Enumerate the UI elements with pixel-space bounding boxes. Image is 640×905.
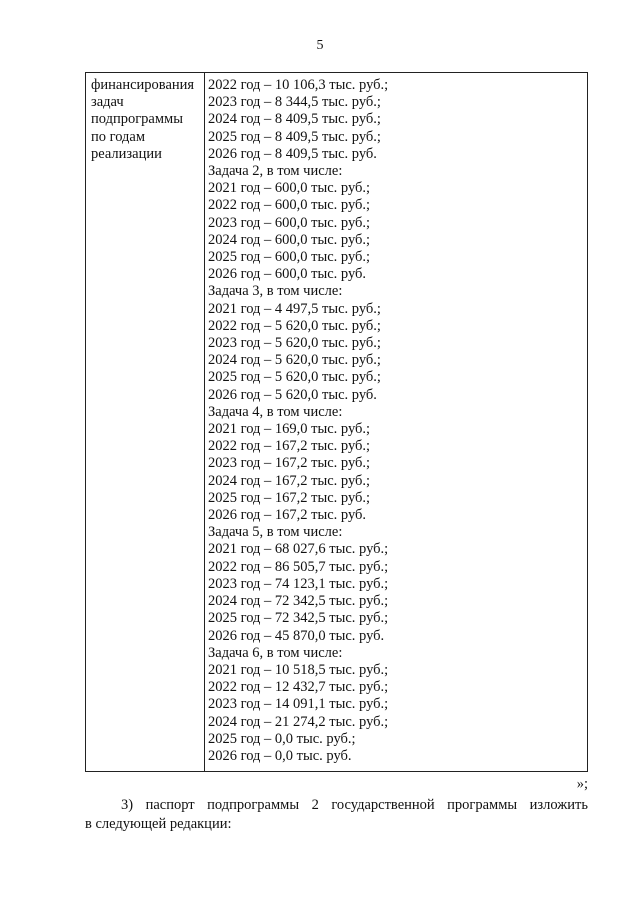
value-line: 2023 год – 14 091,1 тыс. руб.; — [208, 696, 389, 713]
value-line: 2023 год – 5 620,0 тыс. руб.; — [208, 335, 381, 352]
value-line: 2024 год – 600,0 тыс. руб.; — [208, 231, 371, 248]
value-line: 2026 год – 45 870,0 тыс. руб. — [208, 627, 385, 644]
paragraph-line-2: в следующей редакции: — [85, 816, 232, 832]
value-line: 2024 год – 21 274,2 тыс. руб.; — [208, 713, 389, 730]
financing-values-cell — [208, 77, 584, 765]
value-line: 2022 год – 167,2 тыс. руб.; — [208, 438, 371, 455]
value-line: 2023 год – 8 344,5 тыс. руб.; — [208, 94, 381, 111]
page-number: 5 — [316, 38, 324, 53]
value-line: 2022 год – 5 620,0 тыс. руб.; — [208, 317, 381, 334]
value-line: 2022 год – 10 106,3 тыс. руб.; — [208, 77, 389, 93]
value-line: 2025 год – 5 620,0 тыс. руб.; — [208, 369, 381, 386]
value-line: 2021 год – 68 027,6 тыс. руб.; — [208, 541, 389, 558]
value-line: 2026 год – 0,0 тыс. руб. — [208, 747, 352, 764]
value-line: 2025 год – 167,2 тыс. руб.; — [208, 489, 371, 506]
value-line: 2024 год – 8 409,5 тыс. руб.; — [208, 111, 381, 128]
value-line: 2025 год – 72 342,5 тыс. руб.; — [208, 610, 389, 627]
value-line: 2024 год – 167,2 тыс. руб.; — [208, 472, 371, 489]
value-line: 2026 год – 167,2 тыс. руб. — [208, 507, 367, 524]
label-line: подпрограммы — [91, 111, 183, 128]
value-line: Задача 2, в том числе: — [208, 163, 343, 180]
value-line: 2023 год – 74 123,1 тыс. руб.; — [208, 575, 389, 592]
value-line: 2026 год – 5 620,0 тыс. руб. — [208, 386, 377, 403]
paragraph-line-1: 3) паспорт подпрограммы 2 государственной программы изложить — [121, 797, 588, 813]
subprogram-financing-table — [85, 72, 588, 772]
value-line: 2021 год – 600,0 тыс. руб.; — [208, 180, 371, 197]
label-line: задач — [91, 94, 124, 111]
value-line: Задача 4, в том числе: — [208, 403, 343, 420]
label-line: по годам — [91, 128, 146, 145]
value-line: Задача 5, в том числе: — [208, 524, 343, 541]
value-line: 2021 год – 169,0 тыс. руб.; — [208, 421, 371, 438]
value-line: 2022 год – 86 505,7 тыс. руб.; — [208, 558, 389, 575]
value-line: 2026 год – 8 409,5 тыс. руб. — [208, 145, 377, 162]
value-line: 2022 год – 12 432,7 тыс. руб.; — [208, 679, 389, 696]
value-line: 2026 год – 600,0 тыс. руб. — [208, 266, 367, 283]
value-line: 2024 год – 72 342,5 тыс. руб.; — [208, 593, 389, 610]
value-line: 2023 год – 600,0 тыс. руб.; — [208, 214, 371, 231]
row-label-cell — [91, 77, 201, 163]
value-line: Задача 6, в том числе: — [208, 644, 343, 661]
amendment-paragraph — [85, 796, 588, 834]
value-line: 2025 год – 0,0 тыс. руб.; — [208, 730, 356, 747]
value-line: 2022 год – 600,0 тыс. руб.; — [208, 197, 371, 214]
value-line: 2024 год – 5 620,0 тыс. руб.; — [208, 352, 381, 369]
label-line: реализации — [91, 145, 162, 162]
value-line: 2023 год – 167,2 тыс. руб.; — [208, 455, 371, 472]
label-line: финансирования — [91, 77, 195, 93]
value-line: 2025 год – 8 409,5 тыс. руб.; — [208, 128, 381, 145]
value-line: 2021 год – 10 518,5 тыс. руб.; — [208, 661, 389, 678]
closing-quote-mark: »; — [576, 776, 588, 792]
column-divider — [204, 73, 205, 771]
value-line: 2021 год – 4 497,5 тыс. руб.; — [208, 300, 381, 317]
value-line: Задача 3, в том числе: — [208, 283, 343, 300]
value-line: 2025 год – 600,0 тыс. руб.; — [208, 249, 371, 266]
